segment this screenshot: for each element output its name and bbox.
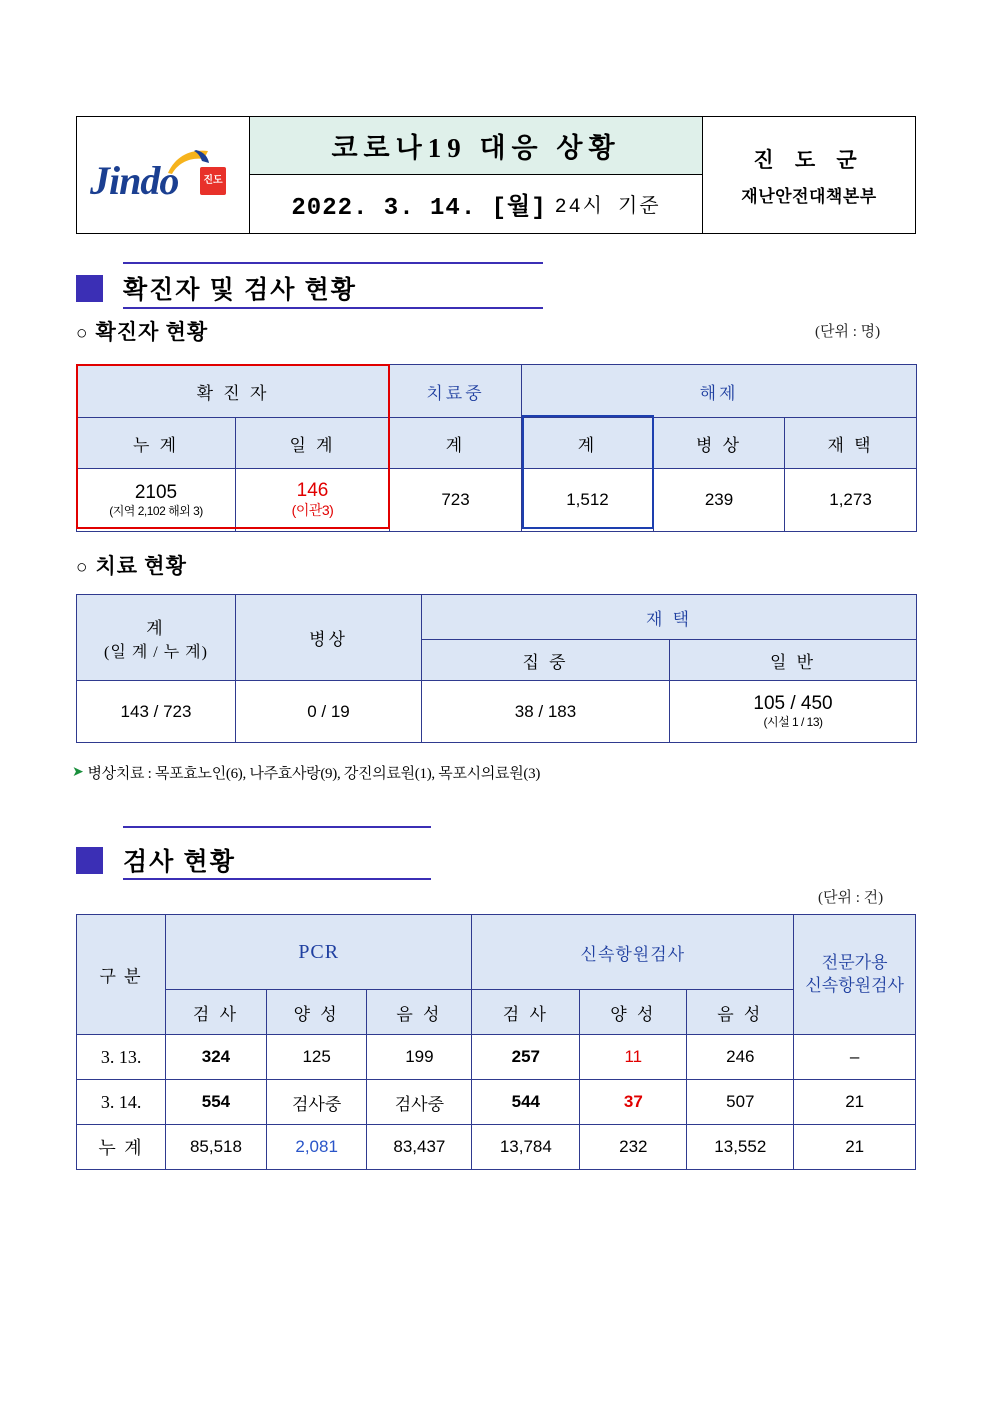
value-released-home: 1,273 [785, 469, 917, 532]
value-home-general: 105 / 450 [753, 693, 833, 714]
header-treatment-total-line1: 계 [146, 618, 166, 638]
header-pro-rapid-line1: 전문가용 [821, 952, 888, 972]
header-center [250, 117, 703, 233]
subheading-confirmed [76, 316, 208, 346]
table-row [77, 469, 917, 532]
subheading-treatment [76, 550, 187, 580]
section-1-underline-bottom [123, 307, 543, 309]
bed-treatment-note [72, 762, 540, 783]
cell-1-pcr-positive: 검사중 [266, 1080, 367, 1125]
header-org [703, 117, 915, 233]
logo-badge: 진도 [200, 167, 226, 195]
header-home-intensive: 집 중 [422, 640, 670, 681]
header-treatment-total [77, 595, 236, 681]
row-label-1: 3. 14. [77, 1080, 166, 1125]
document-title: 코로나19 대응 상황 [250, 117, 702, 175]
header-daily: 일 계 [236, 418, 390, 469]
header-treatment-bed: 병상 [236, 595, 422, 681]
cell-1-rapid-positive: 37 [580, 1080, 687, 1125]
header-rapid-positive: 양 성 [580, 990, 687, 1035]
table-row [77, 365, 917, 418]
header-released-bed: 병 상 [654, 418, 785, 469]
cell-home-general [670, 681, 917, 743]
header-released-group: 해제 [522, 365, 917, 418]
value-released-total: 1,512 [522, 469, 654, 532]
cell-2-rapid-test: 13,784 [472, 1125, 580, 1170]
header-home-general: 일 반 [670, 640, 917, 681]
value-treating-total: 723 [390, 469, 522, 532]
header-pcr-negative: 음 성 [367, 990, 472, 1035]
document-header [76, 116, 916, 234]
table-row [77, 1080, 916, 1125]
header-division: 구 분 [77, 915, 166, 1035]
cell-0-pcr-test: 324 [166, 1035, 267, 1080]
section-marker-square-2 [76, 847, 103, 874]
cell-1-pcr-test: 554 [166, 1080, 267, 1125]
cell-cumulative [77, 469, 236, 532]
document-date: 2022. 3. 14. [월] [291, 195, 547, 222]
header-rapid-group: 신속항원검사 [472, 915, 794, 990]
cell-2-pcr-negative: 83,437 [367, 1125, 472, 1170]
jindo-logo-cell [77, 117, 250, 233]
header-pro-rapid-line2: 신속항원검사 [805, 975, 904, 995]
value-treatment-bed: 0 / 19 [236, 681, 422, 743]
cell-0-rapid-test: 257 [472, 1035, 580, 1080]
table-row [77, 681, 917, 743]
value-released-bed: 239 [654, 469, 785, 532]
cell-daily [236, 469, 390, 532]
cell-1-pcr-negative: 검사중 [367, 1080, 472, 1125]
bed-treatment-note-text: 병상치료 : 목포효노인(6), 나주효사랑(9), 강진의료원(1), 목포시의료원(3) [87, 766, 541, 782]
circle-bullet-icon: ○ [76, 323, 89, 344]
value-cumulative: 2105 [134, 481, 178, 503]
table-row [77, 1035, 916, 1080]
row-label-0: 3. 13. [77, 1035, 166, 1080]
table-row [77, 595, 917, 640]
row-label-2: 누 계 [77, 1125, 166, 1170]
section-2-underline-bottom [123, 878, 431, 880]
cell-2-pcr-test: 85,518 [166, 1125, 267, 1170]
cell-0-rapid-positive: 11 [580, 1035, 687, 1080]
cell-1-pro-positive: 21 [794, 1080, 916, 1125]
header-rapid-test: 검 사 [472, 990, 580, 1035]
section-title-2: 검사 현황 [123, 849, 236, 876]
arrow-icon: ➤ [72, 765, 84, 780]
treatment-table [76, 594, 917, 743]
section-heading-1 [76, 268, 357, 308]
section-1-underline-top [123, 262, 543, 264]
document-date-suffix: 24시 기준 [554, 196, 661, 219]
header-rapid-negative: 음 성 [687, 990, 794, 1035]
section-2-underline-top [123, 826, 431, 828]
section-heading-2 [76, 840, 236, 880]
table-row [77, 915, 916, 990]
cell-0-pro-positive: – [794, 1035, 916, 1080]
note-daily: (이관3) [291, 502, 334, 518]
header-treating-total: 계 [390, 418, 522, 469]
header-treating-group: 치료중 [390, 365, 522, 418]
unit-label-persons: (단위 : 명) [815, 324, 881, 340]
header-released-home: 재 택 [785, 418, 917, 469]
header-cumulative: 누 계 [77, 418, 236, 469]
header-confirmed-group: 확 진 자 [77, 365, 390, 418]
confirmed-table [76, 364, 917, 532]
cell-0-pcr-negative: 199 [367, 1035, 472, 1080]
header-released-total: 계 [522, 418, 654, 469]
jindo-logo [88, 145, 238, 205]
value-home-intensive: 38 / 183 [422, 681, 670, 743]
table-row [77, 418, 917, 469]
cell-0-pcr-positive: 125 [266, 1035, 367, 1080]
org-name: 진 도 군 [753, 147, 865, 172]
table-row [77, 990, 916, 1035]
cell-0-rapid-negative: 246 [687, 1035, 794, 1080]
unit-label-cases: (단위 : 건) [818, 890, 884, 906]
circle-bullet-icon-2: ○ [76, 557, 89, 578]
subheading-confirmed-label: 확진자 현황 [95, 320, 209, 344]
section-title-1: 확진자 및 검사 현황 [123, 277, 357, 304]
header-pcr-test: 검 사 [166, 990, 267, 1035]
note-cumulative: (지역 2,102 해외 3) [109, 503, 203, 518]
subheading-treatment-label: 치료 현황 [95, 554, 187, 578]
cell-2-rapid-negative: 13,552 [687, 1125, 794, 1170]
section-marker-square [76, 275, 103, 302]
test-status-table [76, 914, 916, 1170]
org-dept: 재난안전대책본부 [741, 186, 877, 206]
header-pcr-group: PCR [166, 915, 472, 990]
value-daily: 146 [296, 480, 329, 501]
header-treatment-home-group: 재 택 [422, 595, 917, 640]
cell-2-pcr-positive: 2,081 [266, 1125, 367, 1170]
header-pcr-positive: 양 성 [266, 990, 367, 1035]
table-row [77, 1125, 916, 1170]
header-pro-rapid-group [794, 915, 916, 1035]
note-home-general: (시설 1 / 13) [763, 715, 823, 729]
value-treatment-total: 143 / 723 [77, 681, 236, 743]
document-date-row [250, 175, 702, 233]
cell-2-rapid-positive: 232 [580, 1125, 687, 1170]
header-treatment-total-line2: (일 계 / 누 계) [104, 643, 208, 661]
cell-1-rapid-test: 544 [472, 1080, 580, 1125]
cell-2-pro-positive: 21 [794, 1125, 916, 1170]
logo-wordmark: Jindo [90, 158, 179, 203]
cell-1-rapid-negative: 507 [687, 1080, 794, 1125]
